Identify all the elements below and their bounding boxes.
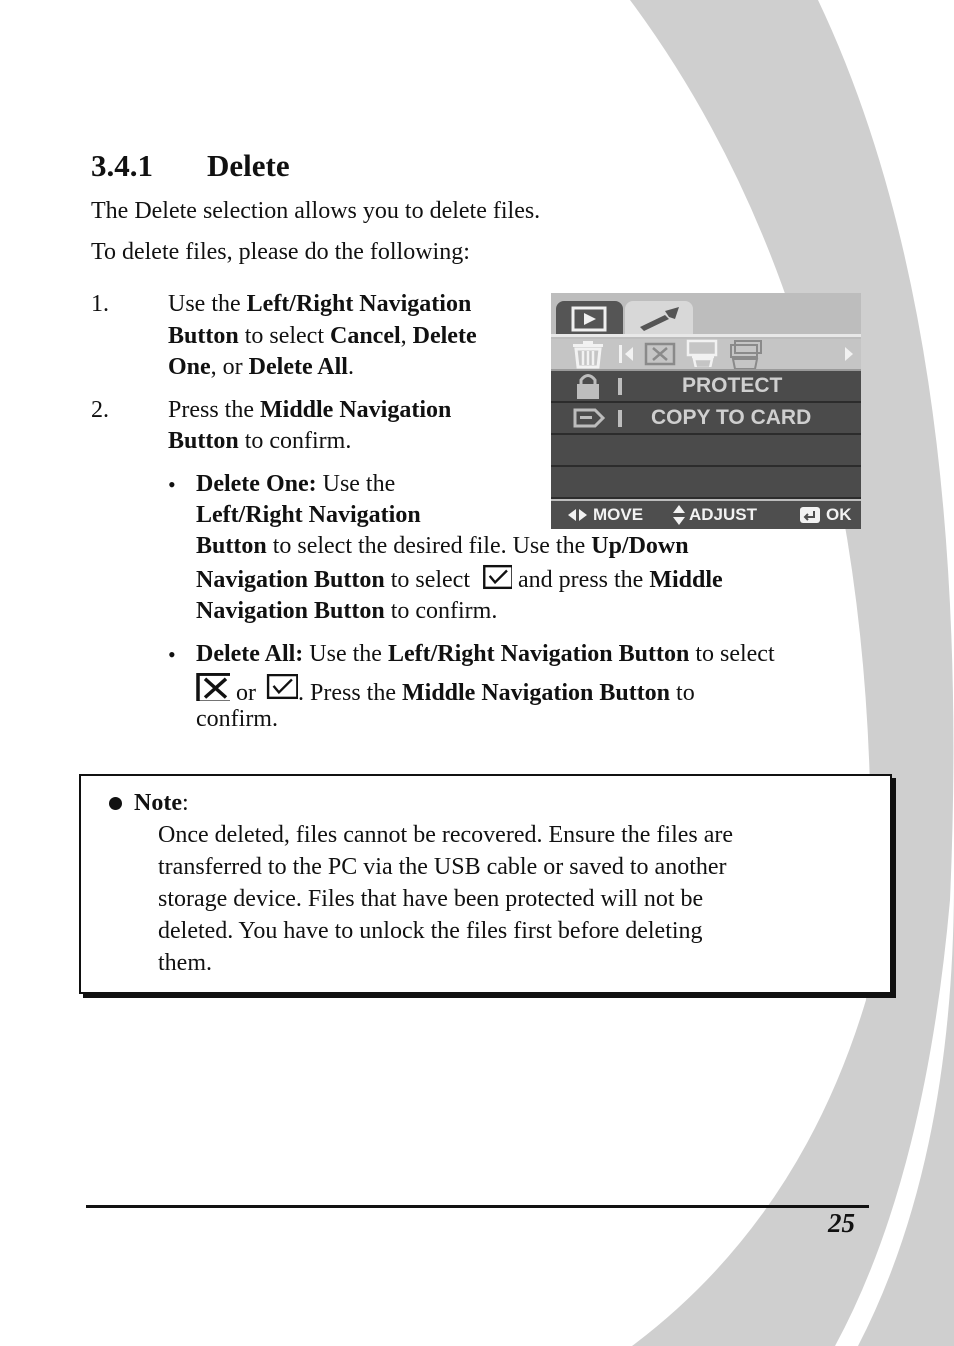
delete-one-line-5: Navigation Button to confirm. bbox=[196, 598, 498, 624]
delete-one-line-1: Delete One: Use the bbox=[196, 471, 396, 497]
menu-row-empty bbox=[551, 467, 861, 499]
menu-row-protect-label: PROTECT bbox=[682, 374, 783, 397]
delete-options-row bbox=[551, 339, 861, 371]
step-1-line-1: Use the Left/Right Navigation bbox=[168, 291, 472, 317]
footer-rule bbox=[86, 1205, 869, 1208]
left-arrow-icon bbox=[617, 339, 637, 369]
setup-tab bbox=[625, 301, 693, 335]
step-number-1: 1. bbox=[91, 291, 109, 317]
bullet-dot: • bbox=[168, 642, 176, 667]
footer-ok-label: OK bbox=[826, 505, 852, 524]
enter-icon bbox=[798, 501, 822, 529]
step-2-line-1: Press the Middle Navigation bbox=[168, 397, 452, 423]
checkbox-checked-icon bbox=[476, 564, 512, 590]
note-line-2: transferred to the PC via the USB cable or saved to another bbox=[158, 854, 727, 880]
play-tab bbox=[556, 301, 623, 335]
checkbox-checked-icon bbox=[262, 674, 298, 700]
note-line-4: deleted. You have to unlock the files first before deleting bbox=[158, 918, 703, 944]
setup-tab-icon bbox=[635, 305, 685, 333]
menu-row-protect bbox=[551, 371, 861, 403]
x-box-icon bbox=[194, 673, 230, 701]
up-down-arrows-icon bbox=[669, 501, 689, 529]
intro-line-2: To delete files, please do the following: bbox=[91, 239, 470, 265]
menu-row-empty bbox=[551, 435, 861, 467]
note-line-3: storage device. Files that have been protected will not be bbox=[158, 886, 704, 912]
menu-row-copy-to-card bbox=[551, 403, 861, 435]
delete-all-icon bbox=[727, 339, 767, 369]
delete-one-line-4: Navigation Button to select and press the Middle bbox=[196, 564, 723, 596]
footer-adjust-label: ADJUST bbox=[689, 505, 758, 524]
step-1-line-3: One, or Delete All. bbox=[168, 354, 354, 380]
footer-move-label: MOVE bbox=[593, 505, 644, 524]
step-2-line-2: Button to confirm. bbox=[168, 428, 352, 454]
delete-one-line-2: Left/Right Navigation bbox=[196, 502, 421, 528]
trash-icon bbox=[569, 339, 609, 369]
note-bullet-icon bbox=[109, 797, 122, 810]
delete-all-line-2: or . Press the Middle Navigation Button to bbox=[194, 673, 695, 709]
step-1-line-2: Button to select Cancel, Delete bbox=[168, 323, 477, 349]
camera-footer-bar bbox=[551, 501, 861, 529]
left-right-arrows-icon bbox=[565, 501, 591, 529]
intro-line-1: The Delete selection allows you to delete files. bbox=[91, 198, 541, 224]
section-title: Delete bbox=[207, 148, 290, 183]
delete-one-line-3: Button to select the desired file. Use the Up/Down bbox=[196, 533, 689, 559]
x-box-icon bbox=[644, 339, 678, 369]
note-line-1: Once deleted, files cannot be recovered. Ensure the files are bbox=[158, 822, 734, 848]
card-icon bbox=[571, 403, 607, 433]
bullet-dot: • bbox=[168, 472, 176, 497]
step-number-2: 2. bbox=[91, 397, 109, 423]
lock-icon bbox=[571, 371, 605, 401]
note-box bbox=[79, 774, 892, 994]
note-label: Note: bbox=[134, 790, 189, 816]
note-line-5: them. bbox=[158, 950, 212, 976]
delete-all-line-3: confirm. bbox=[196, 706, 278, 732]
menu-row-copy-to-card-label: COPY TO CARD bbox=[651, 406, 812, 429]
delete-all-line-1: Delete All: Use the Left/Right Navigation Button to select bbox=[196, 641, 775, 667]
delete-one-icon bbox=[684, 337, 722, 367]
camera-menu-screen bbox=[551, 293, 861, 529]
play-tab-icon bbox=[570, 305, 610, 333]
section-number: 3.4.1 bbox=[91, 148, 153, 183]
right-arrow-icon bbox=[841, 339, 857, 369]
page-number: 25 bbox=[828, 1208, 855, 1238]
